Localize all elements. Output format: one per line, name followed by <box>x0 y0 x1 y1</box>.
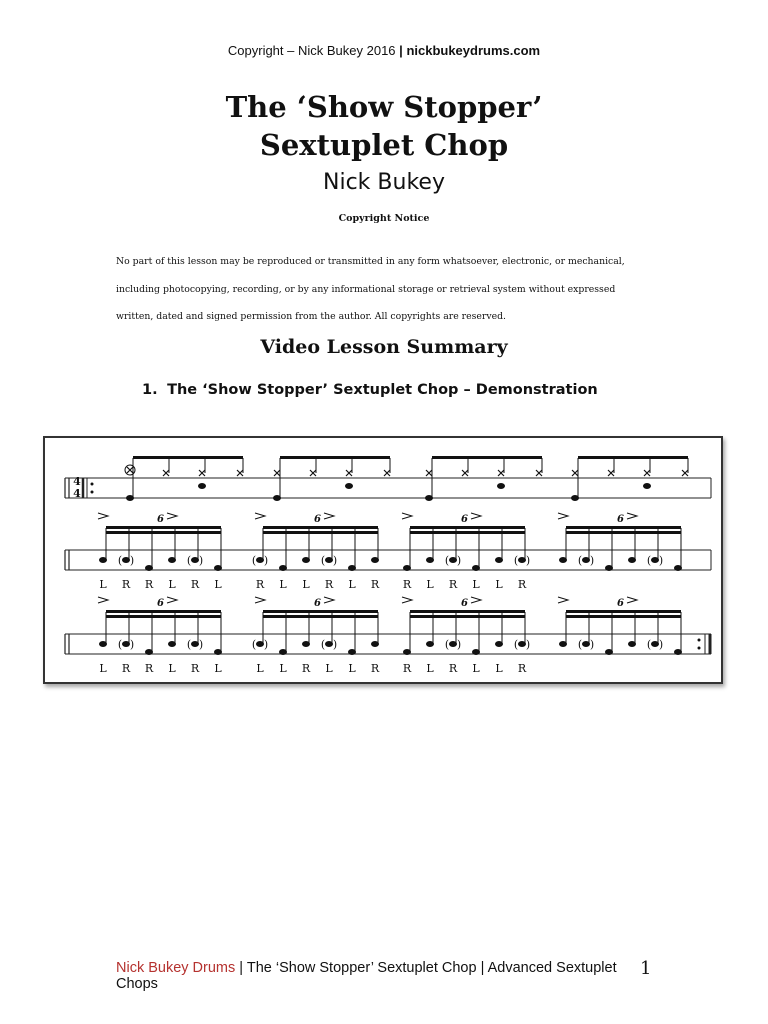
staff-row-3-sticking-14: R <box>448 662 458 675</box>
staff-row-2-beam-a-2 <box>410 526 525 529</box>
drum-notation-svg <box>45 438 721 682</box>
row1-beam-3 <box>578 456 688 459</box>
author-name: Nick Bukey <box>323 170 445 195</box>
staff-row-3-sticking-11: R <box>370 662 380 675</box>
staff-row-2-sticking-10: L <box>348 578 356 591</box>
staff-row-3-accent-1-3 <box>324 597 334 603</box>
row1-snare-3 <box>643 483 651 489</box>
staff-row-3-tuplet-1: 6 <box>314 598 321 609</box>
staff-row-3-beam-b-0 <box>106 615 221 618</box>
staff-row-3-accent-0-3 <box>167 597 177 603</box>
staff-row-2-tuplet-1: 6 <box>314 514 321 525</box>
staff-row-3-sticking-8: R <box>301 662 311 675</box>
staff-row-2-sticking-14: R <box>448 578 458 591</box>
staff-row-2-beam-a-0 <box>106 526 221 529</box>
staff-row-3-accent-1-0 <box>255 597 265 603</box>
staff-row-2-sticking-13: L <box>426 578 434 591</box>
row1-hihat-0-3 <box>237 470 243 476</box>
staff-row-3-sticking-0: L <box>99 662 107 675</box>
footer-separator-1: | <box>239 960 244 976</box>
header-website: nickbukeydrums.com <box>406 43 541 58</box>
page-number: 1 <box>640 958 652 979</box>
staff-row-3-sticking-7: L <box>279 662 287 675</box>
staff-row-2-beam-b-2 <box>410 531 525 534</box>
staff-row-2-ghost-2-2-rparen: ) <box>456 554 462 567</box>
document-title <box>0 88 768 164</box>
staff-row-2-ghost-2-2-lparen: ( <box>444 554 450 567</box>
footer-series: Advanced Sextuplet Chops <box>116 960 617 992</box>
staff-row-3-sticking-17: R <box>517 662 527 675</box>
staff-row-3-ghost-3-4-rparen: ) <box>658 638 664 651</box>
staff-row-2-tuplet-3: 6 <box>617 514 624 525</box>
staff-row-3-repeat-dot-lower <box>698 647 701 650</box>
staff-row-2-sticking-9: R <box>324 578 334 591</box>
row1-hihat-2-3 <box>536 470 542 476</box>
staff-row-3-ghost-1-0-rparen: ) <box>263 638 269 651</box>
staff-row-2-sticking-2: R <box>144 578 154 591</box>
staff-row-3-beam-b-1 <box>263 615 378 618</box>
crash-cymbal-icon <box>127 467 133 473</box>
staff-row-2-sticking-8: L <box>302 578 310 591</box>
staff-row-2-beam-b-0 <box>106 531 221 534</box>
staff-row-2-ghost-0-1-lparen: ( <box>117 554 123 567</box>
staff-row-2-sticking-0: L <box>99 578 107 591</box>
staff-row-2-ghost-1-0-lparen: ( <box>251 554 257 567</box>
staff-row-3-sticking-3: L <box>168 662 176 675</box>
staff-row-2-sticking-7: L <box>279 578 287 591</box>
staff-row-2-ghost-1-3-rparen: ) <box>332 554 338 567</box>
staff-row-3-ghost-1-3-lparen: ( <box>320 638 326 651</box>
staff-row-2-accent-0-0 <box>98 513 108 519</box>
staff-row-3-sticking-9: L <box>325 662 333 675</box>
row1-beam-1 <box>280 456 390 459</box>
row1-snare-2 <box>497 483 505 489</box>
staff-row-3-repeat-dot-upper <box>698 639 701 642</box>
repeat-dot-upper <box>91 483 94 486</box>
row1-beam-2 <box>432 456 542 459</box>
lesson-item-number: 1. <box>142 382 158 398</box>
section-title: Video Lesson Summary <box>260 336 508 358</box>
staff-row-3-sticking-2: R <box>144 662 154 675</box>
header-separator: | <box>399 43 403 58</box>
notice-line-1: No part of this lesson may be reproduced or transmitted in any form whatsoever, electronic, or mechanical, <box>116 256 625 267</box>
title-line-1: The ‘Show Stopper’ <box>225 90 543 124</box>
staff-row-2-ghost-3-4-rparen: ) <box>658 554 664 567</box>
row1-hihat-2-2 <box>498 470 504 476</box>
staff-row-3-ghost-3-1-lparen: ( <box>577 638 583 651</box>
lesson-item-label: The ‘Show Stopper’ Sextuplet Chop – Demonstration <box>167 382 598 398</box>
row1-snare-0 <box>198 483 206 489</box>
staff-row-3-ghost-1-3-rparen: ) <box>332 638 338 651</box>
staff-row-2-ghost-2-5-lparen: ( <box>513 554 519 567</box>
staff-row-2-ghost-3-1-lparen: ( <box>577 554 583 567</box>
staff-row-3-sticking-12: R <box>402 662 412 675</box>
staff-row-3-ghost-0-4-rparen: ) <box>198 638 204 651</box>
staff-row-3-sticking-16: L <box>495 662 503 675</box>
title-line-2: Sextuplet Chop <box>259 128 509 162</box>
staff-row-3-sticking-1: R <box>121 662 131 675</box>
time-sig-bottom: 4 <box>73 487 81 500</box>
staff-row-3-ghost-2-2-lparen: ( <box>444 638 450 651</box>
staff-row-3-sticking-5: L <box>214 662 222 675</box>
copyright-notice-body <box>116 248 676 331</box>
staff-row-3-sticking-4: R <box>190 662 200 675</box>
staff-row-2-sticking-1: R <box>121 578 131 591</box>
staff-row-3-ghost-3-4-lparen: ( <box>646 638 652 651</box>
staff-row-3-beam-b-2 <box>410 615 525 618</box>
staff-row-3-sticking-10: L <box>348 662 356 675</box>
row1-beam-0 <box>133 456 243 459</box>
staff-row-3-ghost-0-1-lparen: ( <box>117 638 123 651</box>
staff-row-2-accent-1-3 <box>324 513 334 519</box>
staff-row-2-sticking-5: L <box>214 578 222 591</box>
staff-row-2-beam-a-1 <box>263 526 378 529</box>
staff-row-3-accent-2-3 <box>471 597 481 603</box>
staff-row-2-tuplet-2: 6 <box>461 514 468 525</box>
staff-row-2-sticking-11: R <box>370 578 380 591</box>
staff-row-2-accent-2-3 <box>471 513 481 519</box>
staff-row-3-tuplet-2: 6 <box>461 598 468 609</box>
row1-hihat-0-1 <box>163 470 169 476</box>
staff-row-2-accent-3-0 <box>558 513 568 519</box>
time-sig-top: 4 <box>73 475 81 488</box>
staff-row-3-accent-0-0 <box>98 597 108 603</box>
staff-row-3-tuplet-3: 6 <box>617 598 624 609</box>
staff-row-3-accent-2-0 <box>402 597 412 603</box>
staff-row-3-sticking-6: L <box>256 662 264 675</box>
row1-hihat-3-3 <box>682 470 688 476</box>
staff-row-2-sticking-12: R <box>402 578 412 591</box>
header-copyright: Copyright – Nick Bukey 2016 <box>227 43 396 58</box>
staff-row-2-accent-3-3 <box>627 513 637 519</box>
page-footer <box>116 960 656 992</box>
staff-row-2-accent-1-0 <box>255 513 265 519</box>
staff-row-2-ghost-0-4-rparen: ) <box>198 554 204 567</box>
staff-row-2-sticking-6: R <box>255 578 265 591</box>
lesson-item <box>142 382 598 398</box>
row1-hihat-1-0 <box>274 470 280 476</box>
staff-row-2-ghost-1-3-lparen: ( <box>320 554 326 567</box>
staff-row-3-beam-a-0 <box>106 610 221 613</box>
staff-row-2-ghost-3-1-rparen: ) <box>589 554 595 567</box>
staff-row-3-tuplet-0: 6 <box>157 598 164 609</box>
staff-row-2-ghost-0-4-lparen: ( <box>186 554 192 567</box>
row1-snare-1 <box>345 483 353 489</box>
row1-hihat-1-3 <box>384 470 390 476</box>
staff-row-3-beam-a-2 <box>410 610 525 613</box>
footer-separator-2: | <box>480 960 485 976</box>
staff-row-2-sticking-3: L <box>168 578 176 591</box>
staff-row-2-accent-0-3 <box>167 513 177 519</box>
drum-notation <box>43 436 723 684</box>
staff-row-2-ghost-0-1-rparen: ) <box>129 554 135 567</box>
notice-line-2: including photocopying, recording, or by any informational storage or retrieval system without expressed <box>116 283 616 295</box>
staff-row-2-sticking-16: L <box>495 578 503 591</box>
staff-row-2-tuplet-0: 6 <box>157 514 164 525</box>
row1-hihat-1-2 <box>346 470 352 476</box>
staff-row-2-ghost-2-5-rparen: ) <box>525 554 531 567</box>
staff-row-2-beam-b-1 <box>263 531 378 534</box>
staff-row-2-beam-a-3 <box>566 526 681 529</box>
staff-row-3-sticking-13: L <box>426 662 434 675</box>
staff-row-2-accent-2-0 <box>402 513 412 519</box>
staff-row-3-beam-b-3 <box>566 615 681 618</box>
staff-row-3-sticking-15: L <box>472 662 480 675</box>
row1-hihat-3-2 <box>644 470 650 476</box>
staff-row-3-accent-3-3 <box>627 597 637 603</box>
staff-row-3-ghost-1-0-lparen: ( <box>251 638 257 651</box>
staff-row-2-ghost-3-4-lparen: ( <box>646 554 652 567</box>
staff-row-2-sticking-15: L <box>472 578 480 591</box>
staff-row-3-ghost-3-1-rparen: ) <box>589 638 595 651</box>
staff-row-2-sticking-4: R <box>190 578 200 591</box>
row1-hihat-1-1 <box>310 470 316 476</box>
staff-row-3-ghost-0-4-lparen: ( <box>186 638 192 651</box>
row1-hihat-0-2 <box>199 470 205 476</box>
staff-row-3-ghost-2-5-rparen: ) <box>525 638 531 651</box>
staff-row-2-sticking-17: R <box>517 578 527 591</box>
footer-brand: Nick Bukey Drums <box>116 960 236 976</box>
row1-hihat-3-0 <box>572 470 578 476</box>
staff-row-3-ghost-0-1-rparen: ) <box>129 638 135 651</box>
staff-row-3-accent-3-0 <box>558 597 568 603</box>
row1-hihat-2-0 <box>426 470 432 476</box>
row1-hihat-3-1 <box>608 470 614 476</box>
staff-row-3-beam-a-1 <box>263 610 378 613</box>
page-header <box>0 43 768 58</box>
staff-row-2-beam-b-3 <box>566 531 681 534</box>
staff-row-3-ghost-2-5-lparen: ( <box>513 638 519 651</box>
staff-row-3-ghost-2-2-rparen: ) <box>456 638 462 651</box>
staff-row-2-ghost-1-0-rparen: ) <box>263 554 269 567</box>
repeat-dot-lower <box>91 491 94 494</box>
notice-line-3: written, dated and signed permission from the author. All copyrights are reserved. <box>116 311 506 322</box>
row1-hihat-2-1 <box>462 470 468 476</box>
copyright-notice-title: Copyright Notice <box>338 213 430 224</box>
footer-lesson: The ‘Show Stopper’ Sextuplet Chop <box>246 960 477 976</box>
staff-row-3-beam-a-3 <box>566 610 681 613</box>
